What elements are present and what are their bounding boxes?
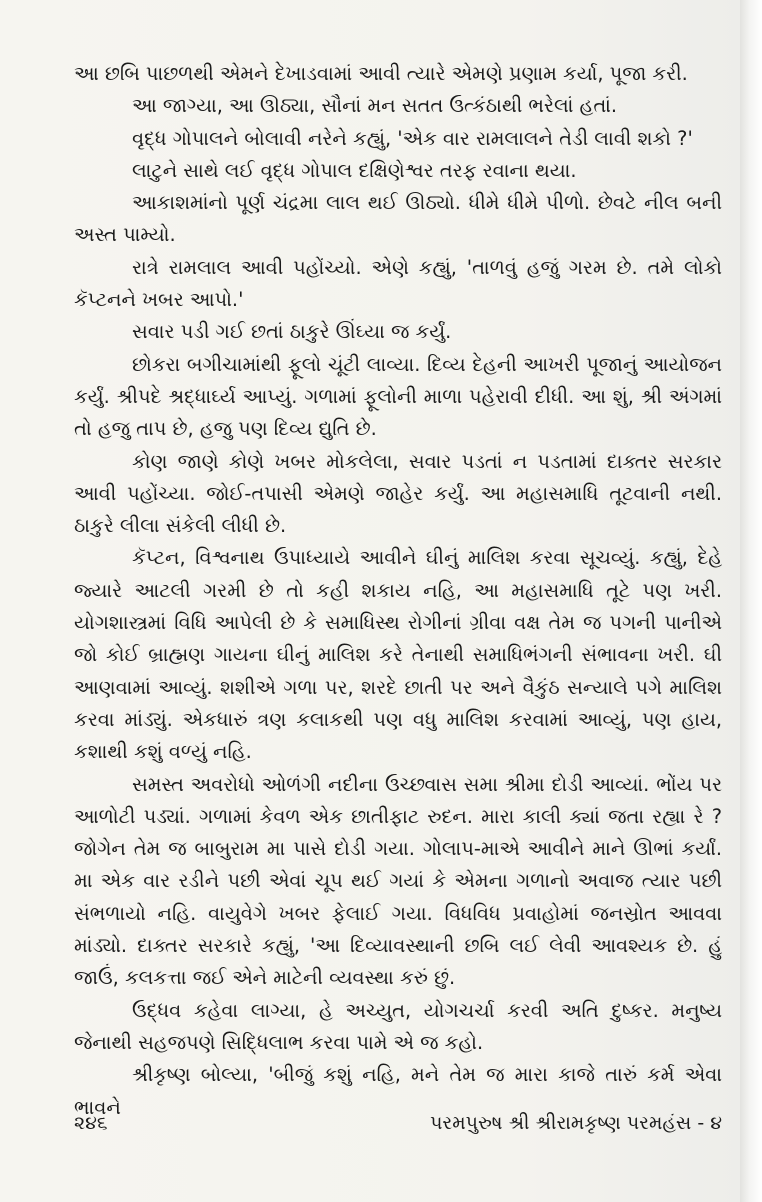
- page-number: ૨૪૬: [74, 1112, 108, 1134]
- paragraph-1: આ છબિ પાછળથી એમને દેખાડવામાં આવી ત્યારે એમણે પ્રણામ કર્યા, પૂજા કરી.: [74, 62, 688, 85]
- page-body: [74, 58, 722, 1124]
- paragraph-10: કૅપ્ટન, વિશ્વનાથ ઉપાધ્યાયે આવીને ઘીનું માલિશ કરવા સૂચવ્યું. કહ્યું, દેહે જ્યારે આટલી ગરમી છે તો કહી શકાય નહિ, આ મહાસમાધિ તૂટે પણ ખરી. યોગશાસ્ત્રમાં વિધિ આપેલી છે કે સમાધિસ્થ રોગીનાં ગ્રીવા વક્ષ તેમ જ પગની પાનીએ જો કોઈ બ્રાહ્મણ ગાયના ઘીનું માલિશ કરે તેનાથી સમાધિભંગની સંભાવના ખરી. ઘી આણવામાં આવ્યું. શશીએ ગળા પર, શરદે છાતી પર અને વૈકુંઠ સન્યાલે પગે માલિશ કરવા માંડ્યું. એકધારું ત્રણ કલાકથી પણ વધુ માલિશ કરવામાં આવ્યું, પણ હાય, કશાથી કશું વળ્યું નહિ.: [74, 546, 722, 764]
- paragraph-2: આ જાગ્યા, આ ઊઠ્યા, સૌનાં મન સતત ઉત્કંઠાથી ભરેલાં હતાં.: [132, 94, 618, 118]
- paragraph-4: લાટુને સાથે લઈ વૃદ્ધ ગોપાલ દક્ષિણેશ્વર તરફ રવાના થયા.: [132, 158, 577, 182]
- paragraph-13: શ્રીકૃષ્ણ બોલ્યા, 'બીજું કશું નહિ, મને તેમ જ મારા કાજે તારું કર્મ એવા ભાવને: [74, 1063, 722, 1119]
- paragraph-6: રાત્રે રામલાલ આવી પહોંચ્યો. એણે કહ્યું, 'તાળવું હજું ગરમ છે. તમે લોકો કૅપ્ટનને ખબર આપો.': [74, 255, 722, 312]
- paragraph-7: સવાર પડી ગઈ છતાં ઠાકુરે ઊંઘ્યા જ કર્યું.: [132, 320, 452, 344]
- paragraph-11: સમસ્ત અવરોધો ઓળંગી નદીના ઉચ્છ્વાસ સમા શ્રીમા દોડી આવ્યાં. ભોંય પર આળોટી પડ્યાં. ગળામાં કેવળ એક છાતીફાટ રુદન. મારા કાલી ક્યાં જતા રહ્યા રે ? જોગેન તેમ જ બાબુરામ મા પાસે દોડી ગયા. ગોલાપ-માએ આવીને માને ઊભાં કર્યાં. મા એક વાર રડીને પછી એવાં ચૂપ થઈ ગયાં કે એમના ગળાનો અવાજ ત્યાર પછી સંભળાયો નહિ. વાયુવેગે ખબર ફેલાઈ ગયા. વિધવિધ પ્રવાહોમાં જનસ્રોત આવવા માંડ્યો. દાક્તર સરકારે કહ્યું, 'આ દિવ્યાવસ્થાની છબિ લઈ લેવી આવશ્યક છે. હું જાઉં, કલકત્તા જઈ એને માટેની વ્યવસ્થા કરું છું.: [74, 772, 722, 990]
- paragraph-3: વૃદ્ધ ગોપાલને બોલાવી નરેને કહ્યું, 'એક વાર રામલાલને તેડી લાવી શકો ?': [132, 126, 693, 150]
- running-title: પરમપુરુષ શ્રી શ્રીરામકૃષ્ણ પરમહંસ - ૪: [430, 1112, 722, 1134]
- page-footer: [74, 1107, 722, 1139]
- paragraph-5: આકાશમાંનો પૂર્ણ ચંદ્રમા લાલ થઈ ઊઠ્યો. ધીમે ધીમે પીળો. છેવટે નીલ બની અસ્ત પામ્યો.: [74, 191, 722, 247]
- paragraph-8: છોકરા બગીચામાંથી ફૂલો ચૂંટી લાવ્યા. દિવ્ય દેહની આખરી પૂજાનું આયોજન કર્યું. શ્રીપદે શ્રદ્ધાર્ઘ્ય આપ્યું. ગળામાં ફૂલોની માળા પહેરાવી દીધી. આ શું, શ્રી અંગમાં તો હજુ તાપ છે, હજુ પણ દિવ્ય દ્યુતિ છે.: [74, 352, 722, 441]
- paragraph-9: કોણ જાણે કોણે ખબર મોકલેલા, સવાર પડતાં ન પડતામાં દાક્તર સરકાર આવી પહોંચ્યા. જોઈ-તપાસી એમણે જાહેર કર્યું. આ મહાસમાધિ તૂટવાની નથી. ઠાકુરે લીલા સંકેલી લીધી છે.: [74, 449, 722, 538]
- page-edge: [740, 0, 762, 1202]
- paragraph-12: ઉદ્ધવ કહેવા લાગ્યા, હે અચ્યુત, યોગચર્ચા કરવી અતિ દુષ્કર. મનુષ્ય જેનાથી સહજપણે સિદ્ધિલાભ કરવા પામે એ જ કહો.: [74, 998, 722, 1054]
